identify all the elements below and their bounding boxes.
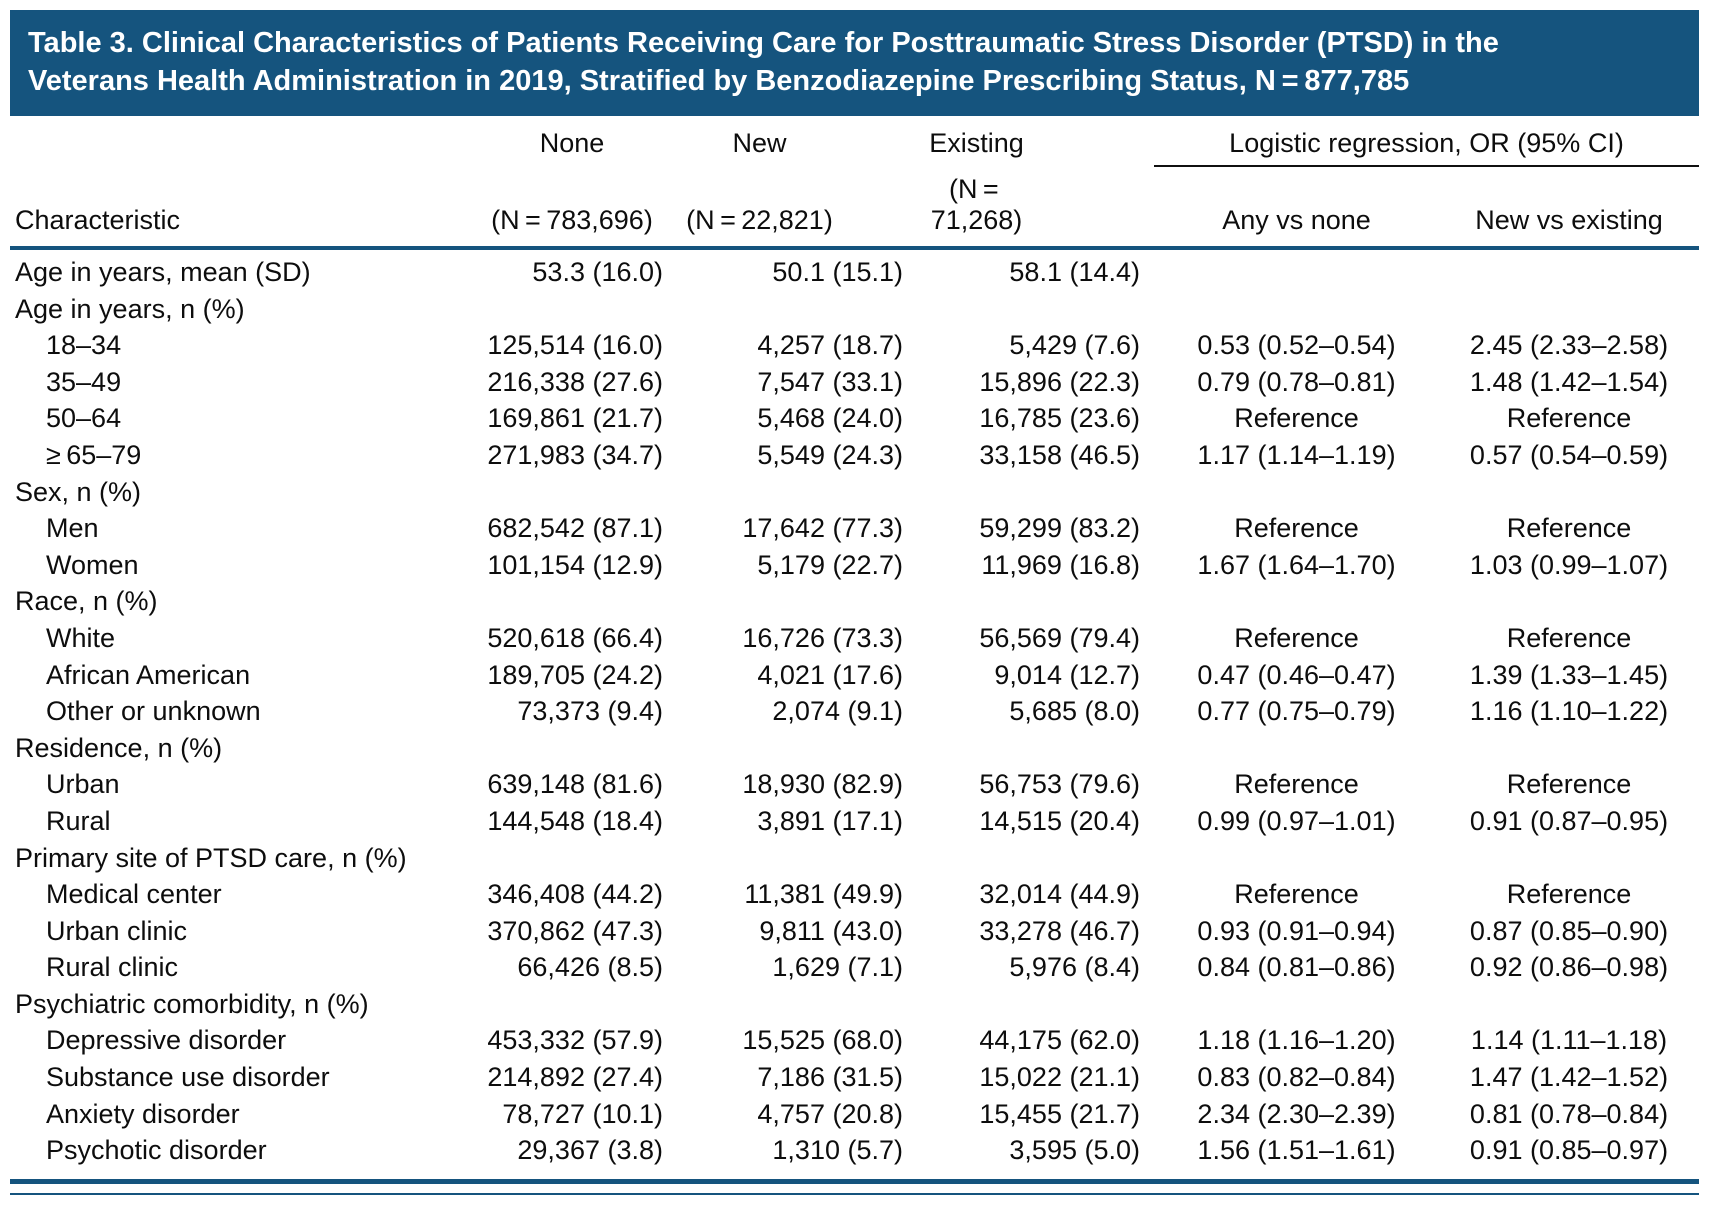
cell-any-vs-none: 0.77 (0.75–0.79) <box>1197 696 1396 727</box>
cell-none <box>467 840 677 877</box>
cell-new-vs-existing: 0.91 (0.85–0.97) <box>1469 1135 1669 1166</box>
cell-none: 370,862 (47.3) <box>487 915 663 946</box>
row-label: ≥ 65–79 <box>46 439 142 470</box>
cell-existing: 33,278 (46.7) <box>979 915 1140 946</box>
cell-new-vs-existing: 0.92 (0.86–0.98) <box>1469 952 1669 983</box>
row-label: Sex, n (%) <box>15 476 142 507</box>
cell-none <box>467 474 677 511</box>
table-row <box>10 400 1699 437</box>
cell-new: 50.1 (15.1) <box>772 257 903 287</box>
cell-existing: 5,429 (7.6) <box>1009 330 1140 361</box>
cell-none: 144,548 (18.4) <box>487 805 663 836</box>
cell-new <box>677 986 917 1023</box>
cell-none: 216,338 (27.6) <box>487 366 663 397</box>
row-label: Depressive disorder <box>46 1025 287 1056</box>
table-header <box>10 116 1699 250</box>
col-subheader-new-n: (N = 22,821) <box>686 205 833 235</box>
cell-any-vs-none: 1.17 (1.14–1.19) <box>1197 439 1396 470</box>
cell-new: 15,525 (68.0) <box>742 1025 903 1056</box>
cell-existing: 9,014 (12.7) <box>994 659 1140 690</box>
cell-any-vs-none: Reference <box>1234 622 1359 653</box>
cell-existing: 44,175 (62.0) <box>979 1025 1140 1056</box>
col-header-logistic-regression: Logistic regression, OR (95% CI) <box>1154 128 1699 167</box>
row-label: Residence, n (%) <box>15 732 223 763</box>
cell-new: 18,930 (82.9) <box>742 769 903 800</box>
cell-new-vs-existing: 1.03 (0.99–1.07) <box>1469 549 1669 580</box>
col-header-new: New <box>732 128 787 158</box>
cell-any-vs-none: 0.93 (0.91–0.94) <box>1197 915 1396 946</box>
cell-existing <box>917 986 1154 1023</box>
cell-new: 11,381 (49.9) <box>744 879 903 910</box>
cell-none: 101,154 (12.9) <box>487 549 663 580</box>
cell-any-vs-none <box>1154 840 1439 877</box>
cell-new-vs-existing <box>1439 474 1699 511</box>
table-row <box>10 1096 1699 1133</box>
bottom-rule-thin <box>10 1193 1699 1195</box>
cell-none: 520,618 (66.4) <box>487 622 663 653</box>
table-row <box>10 1132 1699 1169</box>
table-row <box>10 1022 1699 1059</box>
cell-any-vs-none: 1.18 (1.16–1.20) <box>1197 1025 1396 1056</box>
cell-new: 1,310 (5.7) <box>772 1135 903 1166</box>
cell-none: 639,148 (81.6) <box>487 769 663 800</box>
table-row <box>10 876 1699 913</box>
row-label: Substance use disorder <box>46 1062 330 1093</box>
cell-new: 9,811 (43.0) <box>759 915 903 946</box>
cell-new-vs-existing: 1.14 (1.11–1.18) <box>1470 1025 1668 1056</box>
cell-none <box>467 986 677 1023</box>
cell-any-vs-none <box>1154 986 1439 1023</box>
cell-new <box>677 583 917 620</box>
cell-existing: 15,896 (22.3) <box>979 366 1140 397</box>
cell-new-vs-existing: 0.91 (0.87–0.95) <box>1469 805 1669 836</box>
table-row <box>10 693 1699 730</box>
cell-new: 5,549 (24.3) <box>757 439 903 470</box>
cell-new: 7,186 (31.5) <box>757 1062 903 1093</box>
row-label: Urban <box>46 769 120 800</box>
row-label: Men <box>46 513 99 544</box>
cell-any-vs-none: Reference <box>1234 769 1359 800</box>
cell-any-vs-none <box>1154 583 1439 620</box>
cell-any-vs-none: 1.56 (1.51–1.61) <box>1197 1135 1396 1166</box>
row-label: Rural clinic <box>46 952 179 983</box>
cell-existing: 56,753 (79.6) <box>979 769 1140 800</box>
cell-any-vs-none: 1.67 (1.64–1.70) <box>1197 549 1396 580</box>
cell-none: 73,373 (9.4) <box>517 696 663 727</box>
table-row <box>10 1059 1699 1096</box>
table-row <box>10 291 1699 328</box>
row-label: Age in years, n (%) <box>15 293 245 324</box>
cell-existing: 14,515 (20.4) <box>979 805 1140 836</box>
cell-existing: 11,969 (16.8) <box>981 549 1140 580</box>
cell-new: 16,726 (73.3) <box>742 622 903 653</box>
cell-none: 214,892 (27.4) <box>487 1062 663 1093</box>
table-header-row-2 <box>10 167 1699 246</box>
cell-none: 66,426 (8.5) <box>517 952 663 983</box>
cell-new: 17,642 (77.3) <box>742 513 903 544</box>
table-header-row-1 <box>10 128 1699 167</box>
cell-existing: 15,022 (21.1) <box>979 1062 1140 1093</box>
row-label: Rural <box>46 805 111 836</box>
cell-any-vs-none: Reference <box>1234 513 1359 544</box>
col-header-characteristic: Characteristic <box>15 205 181 235</box>
cell-any-vs-none <box>1154 254 1439 291</box>
cell-existing <box>917 840 1154 877</box>
table-row <box>10 510 1699 547</box>
cell-new: 4,257 (18.7) <box>757 330 903 361</box>
cell-existing: 33,158 (46.5) <box>979 439 1140 470</box>
table-row <box>10 840 1699 877</box>
row-label: 18–34 <box>46 330 122 361</box>
row-label: White <box>46 622 116 653</box>
col-header-existing: Existing <box>929 128 1024 158</box>
row-label: Psychotic disorder <box>46 1135 267 1166</box>
cell-new: 7,547 (33.1) <box>757 366 903 397</box>
row-label: Primary site of PTSD care, n (%) <box>15 842 407 873</box>
cell-existing: 5,976 (8.4) <box>1009 952 1140 983</box>
cell-existing: 32,014 (44.9) <box>979 879 1140 910</box>
cell-existing: 5,685 (8.0) <box>1009 696 1140 727</box>
cell-new <box>677 730 917 767</box>
table-row <box>10 583 1699 620</box>
row-label: Age in years, mean (SD) <box>15 257 311 287</box>
cell-any-vs-none: 0.99 (0.97–1.01) <box>1197 805 1396 836</box>
cell-existing: 59,299 (83.2) <box>979 513 1140 544</box>
row-label: Women <box>46 549 139 580</box>
row-label: Urban clinic <box>46 915 188 946</box>
cell-none: 682,542 (87.1) <box>487 513 663 544</box>
cell-any-vs-none: 0.53 (0.52–0.54) <box>1197 330 1396 361</box>
cell-any-vs-none: 0.79 (0.78–0.81) <box>1197 366 1396 397</box>
col-subheader-none-n: (N = 783,696) <box>491 205 653 235</box>
table-row <box>10 766 1699 803</box>
row-label: 35–49 <box>46 366 122 397</box>
cell-new-vs-existing <box>1439 986 1699 1023</box>
cell-new: 3,891 (17.1) <box>757 805 903 836</box>
table-row <box>10 913 1699 950</box>
cell-new: 5,179 (22.7) <box>757 549 903 580</box>
cell-new: 4,757 (20.8) <box>757 1098 903 1129</box>
cell-none: 189,705 (24.2) <box>487 659 663 690</box>
row-label: Anxiety disorder <box>46 1098 240 1129</box>
table-row <box>10 364 1699 401</box>
cell-any-vs-none <box>1154 291 1439 328</box>
cell-none: 29,367 (3.8) <box>517 1135 663 1166</box>
table-title: Table 3. Clinical Characteristics of Patients Receiving Care for Posttraumatic Stress Disorder (PTSD) in the Veterans Health Administration in 2019, Stratified by Benzodiazepine Prescribing Status, N = 877,785 <box>28 27 1499 97</box>
cell-new-vs-existing <box>1439 254 1699 291</box>
row-label: Other or unknown <box>46 696 261 727</box>
cell-existing <box>917 730 1154 767</box>
cell-new <box>677 840 917 877</box>
table-row <box>10 657 1699 694</box>
cell-any-vs-none: 0.84 (0.81–0.86) <box>1197 952 1396 983</box>
cell-new-vs-existing <box>1439 730 1699 767</box>
cell-none: 453,332 (57.9) <box>487 1025 663 1056</box>
cell-any-vs-none <box>1154 474 1439 511</box>
cell-existing: 16,785 (23.6) <box>979 403 1140 434</box>
cell-none <box>467 730 677 767</box>
table-row <box>10 730 1699 767</box>
row-label: Psychiatric comorbidity, n (%) <box>15 988 369 1019</box>
cell-any-vs-none: 2.34 (2.30–2.39) <box>1197 1098 1396 1129</box>
cell-new <box>677 291 917 328</box>
cell-any-vs-none: 0.47 (0.46–0.47) <box>1197 659 1396 690</box>
row-label: Race, n (%) <box>15 586 158 617</box>
table-row <box>10 437 1699 474</box>
cell-new: 1,629 (7.1) <box>772 952 903 983</box>
cell-new-vs-existing: Reference <box>1506 513 1632 544</box>
cell-none: 78,727 (10.1) <box>502 1098 663 1129</box>
cell-none: 53.3 (16.0) <box>532 257 663 287</box>
cell-new-vs-existing <box>1439 583 1699 620</box>
table-row <box>10 474 1699 511</box>
cell-new-vs-existing: 0.87 (0.85–0.90) <box>1469 915 1669 946</box>
cell-none: 271,983 (34.7) <box>487 439 663 470</box>
cell-none <box>467 291 677 328</box>
cell-new-vs-existing: 0.57 (0.54–0.59) <box>1469 439 1669 470</box>
cell-new-vs-existing: Reference <box>1506 622 1632 653</box>
cell-new-vs-existing: 1.47 (1.42–1.52) <box>1469 1062 1669 1093</box>
cell-new-vs-existing: 2.45 (2.33–2.58) <box>1469 330 1669 361</box>
bottom-rule-thick <box>10 1179 1699 1184</box>
cell-none: 125,514 (16.0) <box>487 330 663 361</box>
cell-none: 346,408 (44.2) <box>487 879 663 910</box>
cell-new-vs-existing: 0.81 (0.78–0.84) <box>1469 1098 1669 1129</box>
cell-new-vs-existing: Reference <box>1506 403 1632 434</box>
table-row <box>10 986 1699 1023</box>
table-title-banner <box>10 10 1699 116</box>
cell-none: 169,861 (21.7) <box>487 403 663 434</box>
cell-any-vs-none <box>1154 730 1439 767</box>
table-row <box>10 254 1699 291</box>
table-body <box>10 250 1699 1169</box>
table-row <box>10 327 1699 364</box>
cell-existing: 56,569 (79.4) <box>979 622 1140 653</box>
cell-none <box>467 583 677 620</box>
cell-new-vs-existing: Reference <box>1506 879 1632 910</box>
cell-existing: 3,595 (5.0) <box>1009 1135 1140 1166</box>
cell-new-vs-existing: Reference <box>1506 769 1632 800</box>
cell-any-vs-none: 0.83 (0.82–0.84) <box>1197 1062 1396 1093</box>
cell-any-vs-none: Reference <box>1234 879 1359 910</box>
table-row <box>10 949 1699 986</box>
col-header-new-vs-existing: New vs existing <box>1475 205 1663 235</box>
cell-new: 4,021 (17.6) <box>757 659 903 690</box>
row-label: Medical center <box>46 879 222 910</box>
row-label: African American <box>46 659 251 690</box>
col-header-any-vs-none: Any vs none <box>1222 205 1371 235</box>
cell-new-vs-existing: 1.39 (1.33–1.45) <box>1469 659 1669 690</box>
cell-new-vs-existing <box>1439 291 1699 328</box>
cell-existing <box>917 583 1154 620</box>
cell-new: 5,468 (24.0) <box>757 403 903 434</box>
cell-existing <box>917 474 1154 511</box>
cell-new-vs-existing <box>1439 840 1699 877</box>
col-subheader-existing-n: (N = 71,268) <box>930 174 1023 235</box>
cell-existing <box>917 291 1154 328</box>
cell-new-vs-existing: 1.16 (1.10–1.22) <box>1469 696 1669 727</box>
cell-any-vs-none: Reference <box>1234 403 1359 434</box>
cell-existing: 58.1 (14.4) <box>1009 257 1140 287</box>
col-header-none: None <box>539 128 605 158</box>
cell-new <box>677 474 917 511</box>
table-row <box>10 547 1699 584</box>
cell-new-vs-existing: 1.48 (1.42–1.54) <box>1469 366 1669 397</box>
row-label: 50–64 <box>46 403 122 434</box>
table-row <box>10 620 1699 657</box>
cell-new: 2,074 (9.1) <box>772 696 903 727</box>
cell-existing: 15,455 (21.7) <box>979 1098 1140 1129</box>
table-row <box>10 803 1699 840</box>
